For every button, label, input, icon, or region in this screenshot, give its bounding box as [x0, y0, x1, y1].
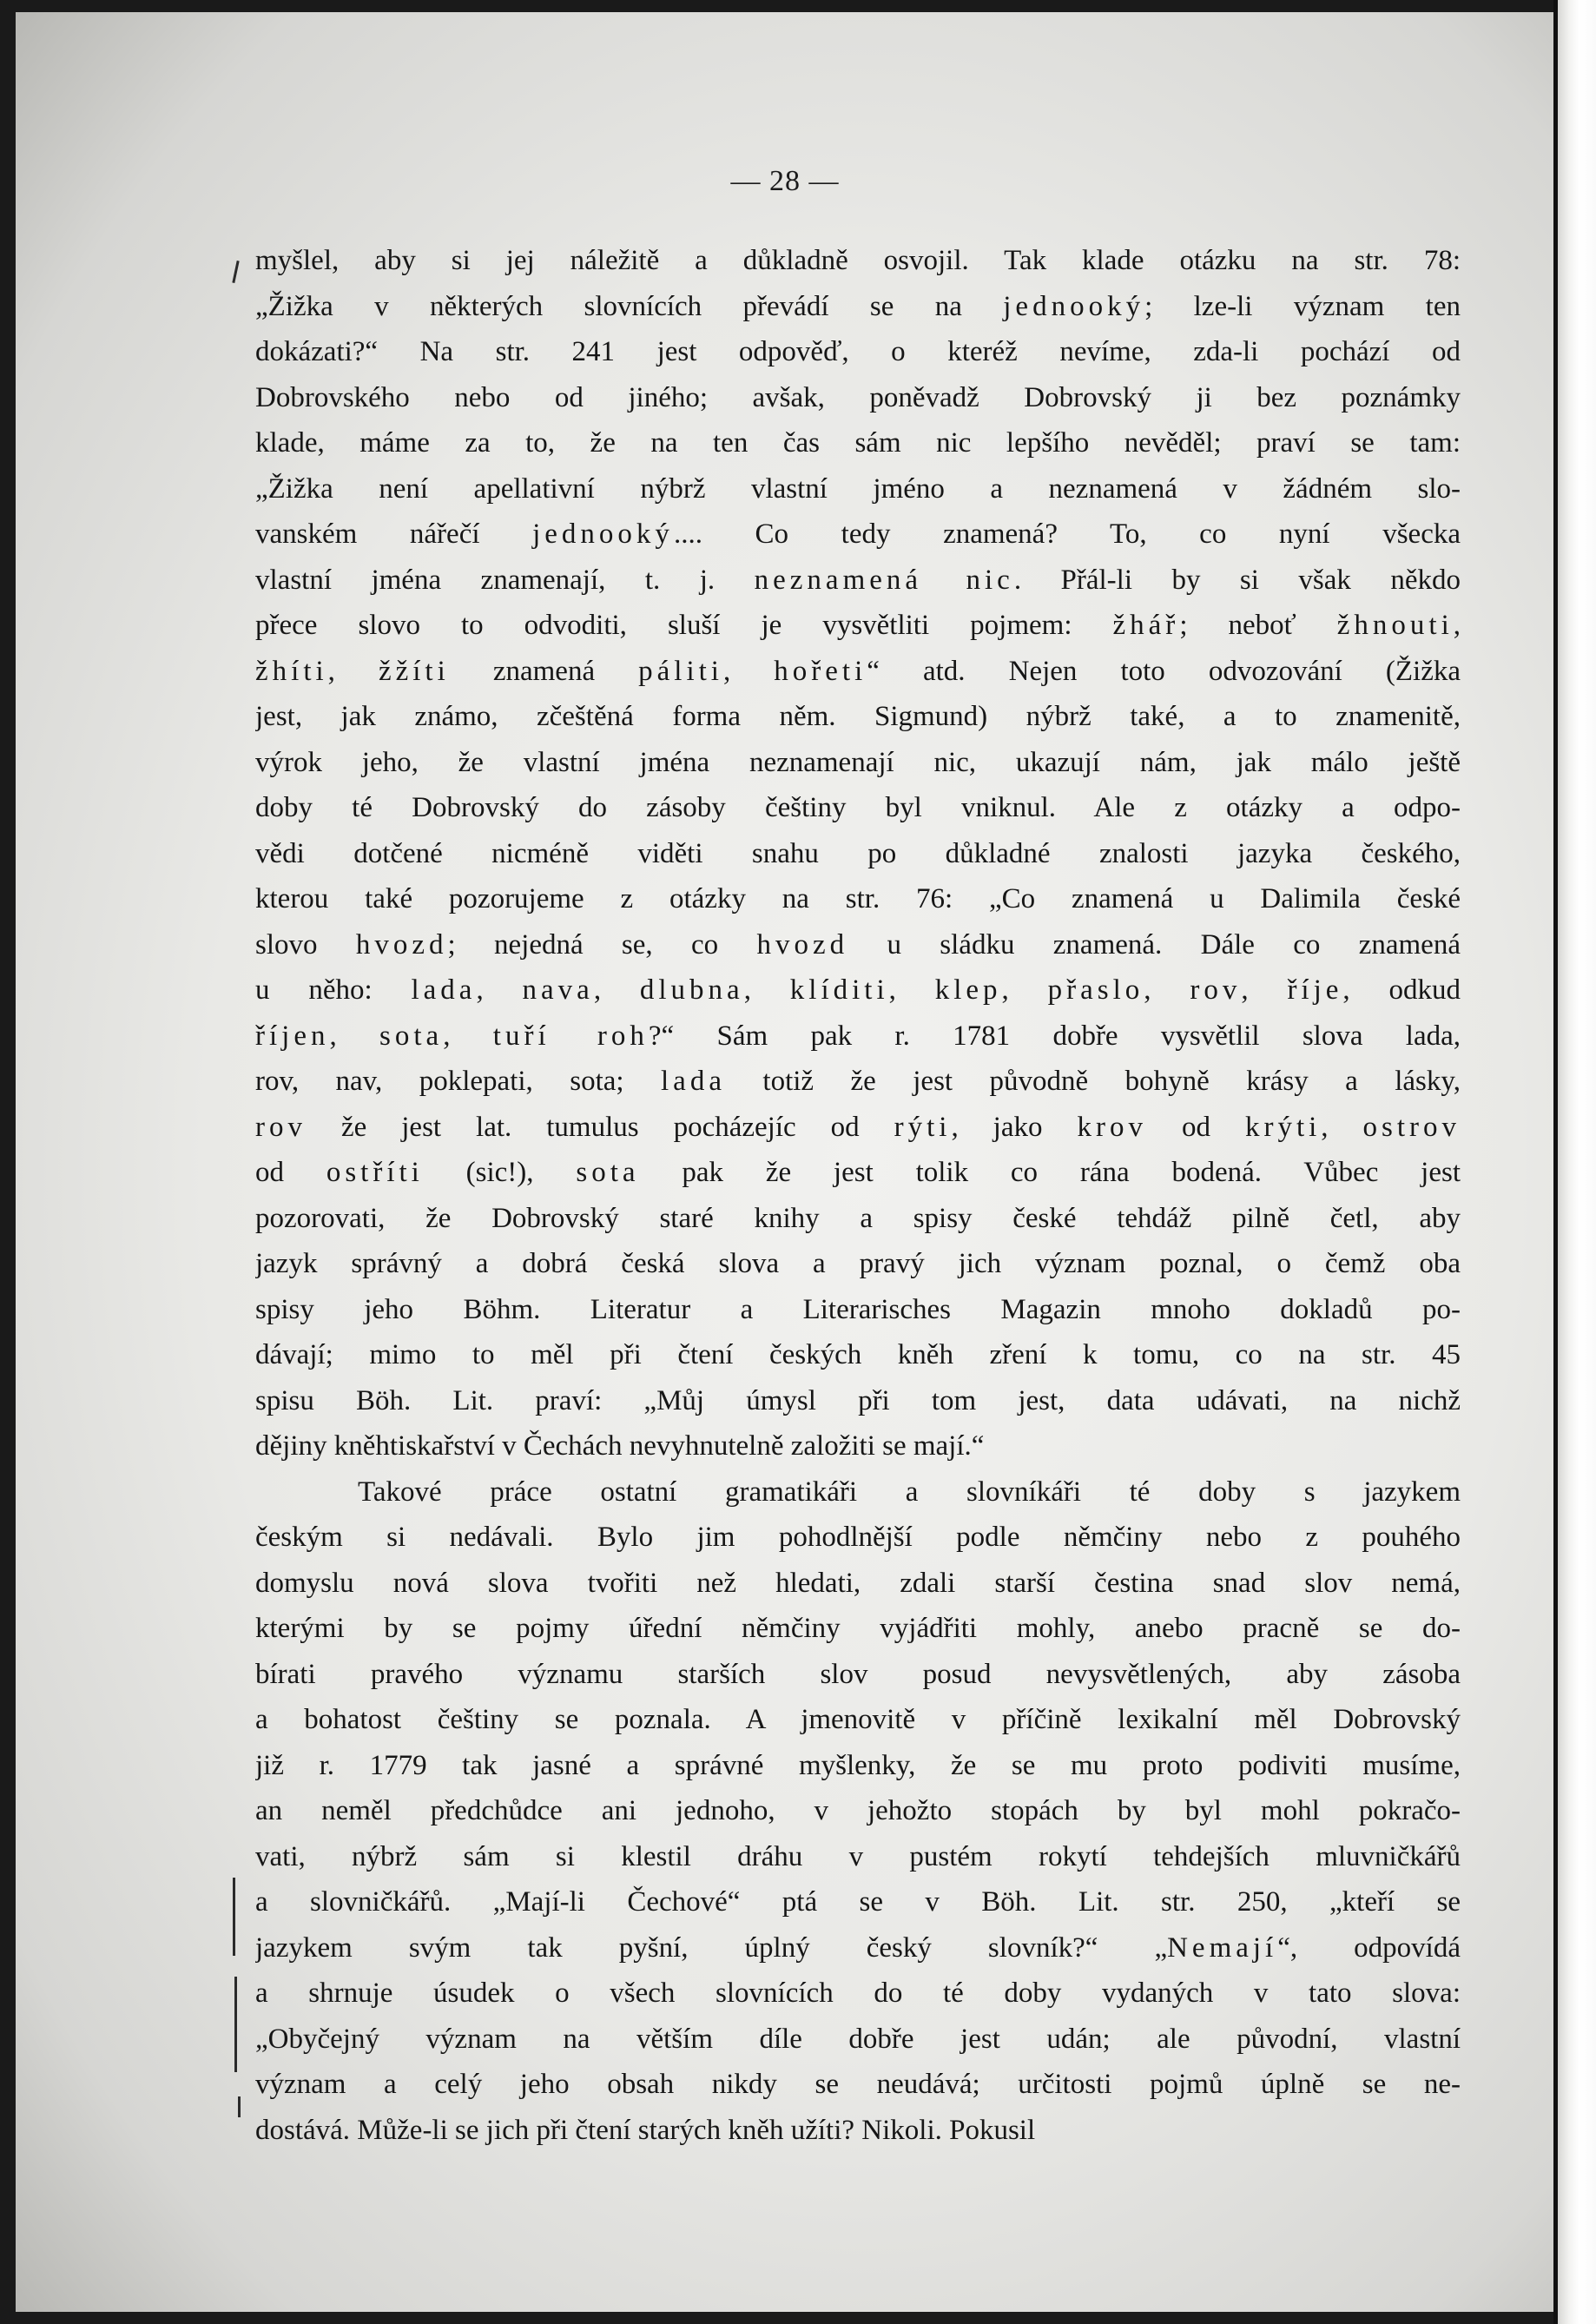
spaced-word: dlubna	[639, 974, 744, 1006]
text-line	[255, 512, 1461, 558]
text-run: ; nejedná se, co	[447, 928, 757, 961]
text-line	[255, 1105, 1461, 1151]
text-run: dokázati?“ Na str. 241 jest odpověď, o kteréž nevíme, zda-li pochází od	[255, 336, 1461, 367]
text-run: vati, nýbrž sám si klestil dráhu v pustém rokytí tehdejších mluvničkářů	[255, 1840, 1461, 1872]
text-run: ,	[593, 974, 640, 1006]
text-line	[255, 1561, 1461, 1607]
text-line	[255, 1332, 1461, 1378]
text-run: doby té Dobrovský do zásoby češtiny byl vniknul. Ale z otázky a odpo-	[255, 792, 1461, 823]
text-run: českým si nedávali. Bylo jim pohodlnější podle němčiny nebo z pouhého	[255, 1522, 1461, 1553]
spaced-word: hořeti	[774, 655, 867, 687]
spaced-word: lada	[411, 974, 477, 1006]
text-run: vědi dotčené nicméně viděti snahu po důkladné znalosti jazyka českého,	[255, 837, 1461, 869]
page-edge	[1554, 0, 1596, 2324]
text-run: “ atd. Nejen toto odvozování (Žižka	[867, 655, 1461, 687]
text-run: již r. 1779 tak jasné a správné myšlenky, že se mu proto podiviti musíme,	[255, 1749, 1461, 1781]
text-run: ,	[1321, 1111, 1363, 1143]
spaced-word: žžíti	[378, 655, 450, 687]
spaced-word: žhář	[1112, 610, 1180, 641]
text-run: myšlel, aby si jej náležitě a důkladně osvojil. Tak klade otázku na str. 78:	[255, 245, 1461, 276]
text-run: a shrnuje úsudek o všech slovnících do té doby vydaných v tato slova:	[255, 1977, 1461, 2009]
spaced-word: ostříti	[326, 1157, 424, 1188]
text-line	[255, 1378, 1461, 1424]
text-run: spisu Böh. Lit. praví: „Můj úmysl při tom jest, data udávati, na nichž	[255, 1384, 1461, 1416]
text-run: ,	[327, 655, 379, 687]
page-edge-line	[1553, 0, 1558, 2324]
text-run: klade, máme za to, že na ten čas sám nic lepšího nevěděl; praví se tam:	[255, 427, 1461, 459]
spaced-word: říjen	[255, 1020, 330, 1052]
spaced-word: lada	[661, 1066, 726, 1097]
text-line	[255, 1241, 1461, 1287]
text-line	[255, 1788, 1461, 1834]
spaced-word: páliti	[638, 655, 723, 687]
text-run: od	[1146, 1111, 1245, 1143]
text-line	[255, 1150, 1461, 1196]
text-line	[255, 375, 1461, 421]
text-run: jest, jak známo, zčeštěná forma něm. Sigmund) nýbrž také, a to znamenitě,	[255, 701, 1461, 732]
text-line	[255, 1879, 1461, 1925]
text-line	[255, 1515, 1461, 1561]
text-run: a slovničkářů. „Mají-li Čechové“ ptá se v Böh. Lit. str. 250, „kteří se	[255, 1886, 1461, 1918]
spaced-word: sota	[379, 1020, 444, 1052]
text-run: domyslu nová slova tvořiti než hledati, zdali starší čestina snad slov nemá,	[255, 1567, 1461, 1599]
text-line	[255, 694, 1461, 740]
text-run: a bohatost češtiny se poznala. A jmenovitě v příčině lexikalní měl Dobrovský	[255, 1704, 1461, 1735]
text-run: rov, nav, poklepati, sota;	[255, 1066, 662, 1097]
text-run: ,	[722, 655, 775, 687]
text-line	[255, 1652, 1461, 1698]
text-run: ,	[1241, 974, 1288, 1006]
spaced-word: jednooký	[532, 518, 674, 550]
text-run: „Žižka v některých slovnících převádí se na	[255, 290, 1004, 322]
text-run: ,	[329, 1020, 380, 1052]
text-line	[255, 1834, 1461, 1880]
spaced-word: tuří roh	[492, 1020, 649, 1052]
text-line	[255, 1697, 1461, 1743]
text-line	[255, 1743, 1461, 1789]
text-line	[255, 603, 1461, 649]
text-run: pak že jest tolik co rána bodená. Vůbec jest	[639, 1157, 1461, 1188]
spaced-word: žhnouti	[1336, 610, 1454, 641]
spaced-word: klíditi	[789, 974, 889, 1006]
margin-mark-top	[232, 261, 239, 283]
spaced-word: neznamená nic	[754, 564, 1014, 596]
text-run: dávají; mimo to měl při čtení českých kněh zření k tomu, co na str. 45	[255, 1339, 1461, 1370]
text-run: u sládku znamená. Dále co znamená	[848, 928, 1461, 961]
spaced-word: rov	[255, 1111, 307, 1143]
text-run: jazykem svým tak pyšní, úplný český slovník?“ „	[255, 1931, 1168, 1964]
text-run: ?“ Sám pak r. 1781 dobře vysvětlil slova lada,	[648, 1020, 1461, 1052]
spaced-word: krov	[1077, 1111, 1147, 1143]
text-run: .... Co tedy znamená? To, co nyní všecka	[673, 518, 1461, 550]
text-run: ,	[888, 974, 935, 1006]
spaced-word: krýti	[1244, 1111, 1322, 1143]
spaced-word: přaslo	[1047, 974, 1144, 1006]
text-run: význam a celý jeho obsah nikdy se neudává; určitosti pojmů úplně se ne-	[255, 2069, 1461, 2100]
text-line	[255, 1423, 1461, 1469]
text-run: spisy jeho Böhm. Literatur a Literarisches Magazin mnoho dokladů po-	[255, 1293, 1461, 1325]
text-line	[255, 1469, 1461, 1515]
text-line	[255, 2062, 1461, 2108]
spaced-word: nava	[522, 974, 594, 1006]
text-line	[255, 967, 1461, 1013]
text-line	[255, 1925, 1461, 1971]
text-line	[255, 1059, 1461, 1105]
text-line	[255, 1013, 1461, 1060]
text-line	[255, 1606, 1461, 1652]
text-run: výrok jeho, že vlastní jména neznamenají nic, ukazují nám, jak málo ještě	[255, 746, 1461, 778]
text-line	[255, 649, 1461, 695]
page-number: — 28 —	[730, 165, 840, 197]
text-run: , jako	[951, 1111, 1078, 1143]
text-run: . Přál-li by si však někdo	[1013, 564, 1461, 596]
text-run: dostává. Může-li se jich při čtení starých kněh užíti? Nikoli. Pokusil	[255, 2114, 1036, 2146]
text-line	[255, 922, 1461, 968]
spaced-word: ostrov	[1362, 1111, 1461, 1143]
spaced-word: říje	[1287, 974, 1343, 1006]
spaced-word: rov	[1190, 974, 1242, 1006]
text-run: vlastní jména znamenají, t. j.	[255, 564, 755, 596]
text-run: ,	[476, 974, 523, 1006]
text-run: kterými by se pojmy úřední němčiny vyjádřiti mohly, anebo pracně se do-	[255, 1613, 1461, 1644]
text-line	[255, 1287, 1461, 1333]
text-run: totiž že jest původně bohyně krásy a lásky,	[725, 1066, 1461, 1097]
text-line	[255, 558, 1461, 604]
text-run: dějiny kněhtiskařství v Čechách nevyhnutelně založiti se mají.“	[255, 1430, 985, 1462]
text-line	[255, 785, 1461, 831]
text-line	[255, 466, 1461, 512]
margin-mark-bottom-3	[238, 2096, 241, 2117]
text-line	[255, 2108, 1461, 2154]
text-run: pozorovati, že Dobrovský staré knihy a spisy české tehdáž pilně četl, aby	[255, 1202, 1461, 1234]
text-run: ,	[743, 974, 790, 1006]
spaced-word: rýti	[894, 1111, 952, 1143]
text-run: že jest lat. tumulus pocházejíc od	[307, 1111, 894, 1143]
text-run: přece slovo to odvoditi, sluší je vysvětliti pojmem:	[255, 610, 1113, 641]
text-line	[255, 1196, 1461, 1242]
spaced-word: žhíti	[255, 655, 328, 687]
text-run: bírati pravého významu starších slov posud nevysvětlených, aby zásoba	[255, 1658, 1461, 1690]
spaced-word: hvozd	[756, 928, 849, 961]
margin-mark-bottom-2	[234, 1977, 237, 2072]
spaced-word: hvozd	[355, 928, 448, 961]
text-run: “, odpovídá	[1277, 1931, 1461, 1964]
spaced-word: Nemají	[1167, 1931, 1278, 1964]
text-run: jazyk správný a dobrá česká slova a pravý jich význam poznal, o čemž oba	[255, 1248, 1461, 1279]
text-run: ,	[1453, 610, 1461, 641]
text-line	[255, 2017, 1461, 2063]
text-run: vanském nářečí	[255, 518, 533, 550]
margin-mark-bottom-1	[233, 1878, 235, 1956]
text-run: ,	[1001, 974, 1048, 1006]
spaced-word: sota	[576, 1157, 640, 1188]
text-run: u něho:	[255, 974, 412, 1006]
text-run: ,	[443, 1020, 493, 1052]
text-run: znamená	[449, 655, 639, 687]
text-run: Dobrovského nebo od jiného; avšak, poněvadž Dobrovský ji bez poznámky	[255, 381, 1461, 413]
text-run: ; lze-li význam ten	[1144, 290, 1461, 322]
spaced-word: klep	[934, 974, 1002, 1006]
spaced-word: jednooký	[1003, 290, 1145, 322]
text-line	[255, 284, 1461, 330]
text-line	[255, 876, 1461, 922]
text-run: „Žižka není apellativní nýbrž vlastní jméno a neznamená v žádném slo-	[255, 472, 1461, 505]
text-run: „Obyčejný význam na větším díle dobře jest udán; ale původní, vlastní	[255, 2023, 1461, 2055]
text-line	[255, 831, 1461, 877]
text-run: od	[255, 1157, 326, 1188]
text-line	[255, 740, 1461, 786]
text-run: an neměl předchůdce ani jednoho, v jehožto stopách by byl mohl pokračo-	[255, 1795, 1461, 1826]
book-page	[16, 12, 1554, 2312]
text-line	[255, 329, 1461, 375]
text-run: ; neboť	[1179, 610, 1337, 641]
text-run: , odkud	[1342, 974, 1461, 1006]
text-line	[255, 238, 1461, 284]
text-line	[255, 420, 1461, 466]
text-run: slovo	[255, 928, 356, 961]
text-run: Takové práce ostatní gramatikáři a slovníkáři té doby s jazykem	[358, 1476, 1461, 1508]
text-run: ,	[1144, 974, 1190, 1006]
text-line	[255, 1971, 1461, 2017]
text-run: (sic!),	[423, 1157, 577, 1188]
body-text	[255, 238, 1461, 2153]
text-run: kterou také pozorujeme z otázky na str. 76: „Co znamená u Dalimila české	[255, 883, 1461, 914]
